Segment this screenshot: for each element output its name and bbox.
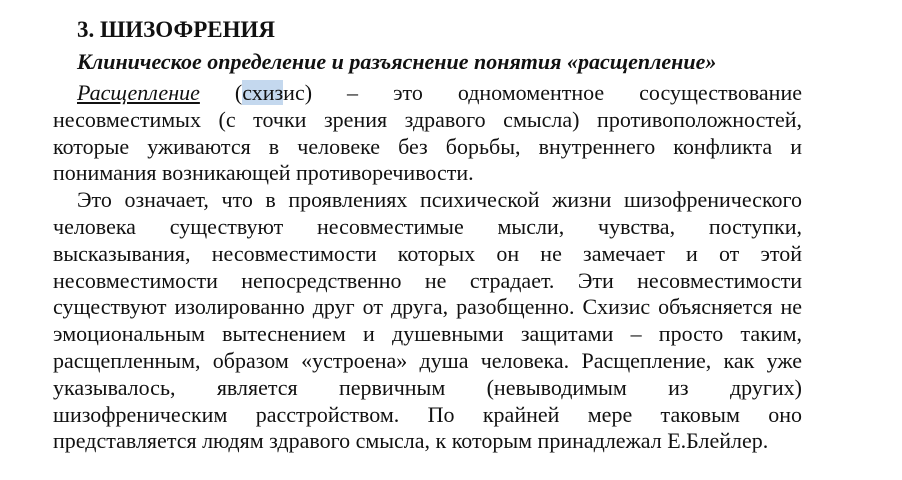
paragraph-definition [53,80,802,187]
document-body [53,80,802,455]
paren-close-text: ис) [283,80,313,105]
paragraph-explanation: Это означает, что в проявлениях психической жизни шизофренического человека существуют несовместимые мысли, чувства, поступки, высказывания, несовместимости которых он не замечает и от этой несовместимости непосредственно не страдает. Эти несовместимости существуют изолированно друг от друга, разобщенно. Схизис объясняется не эмоциональным вытеснением и душевными защитами – просто таким, расщепленным, образом «устроена» душа человека. Расщепление, как уже указывалось, является первичным (невыводимым из других) шизофреническим расстройством. По крайней мере таковым оно представляется людям здравого смысла, к которым принадлежал Е.Блейлер. [53,187,802,454]
selected-text-highlight[interactable]: схиз [242,80,284,105]
section-heading: 3. ШИЗОФРЕНИЯ [77,17,275,42]
section-subheading: Клиническое определение и разъяснение понятия «расщепление» [77,49,717,74]
paren-open-text: ( [199,80,243,105]
definition-text: – это одномоментное сосуществование несовместимых (с точки зрения здравого смысла) противоположностей, которые уживаются в человеке без борьбы, внутреннего конфликта и понимания возникающей противоречивости. [53,80,802,186]
term-splitting: Расщепление [77,80,200,105]
